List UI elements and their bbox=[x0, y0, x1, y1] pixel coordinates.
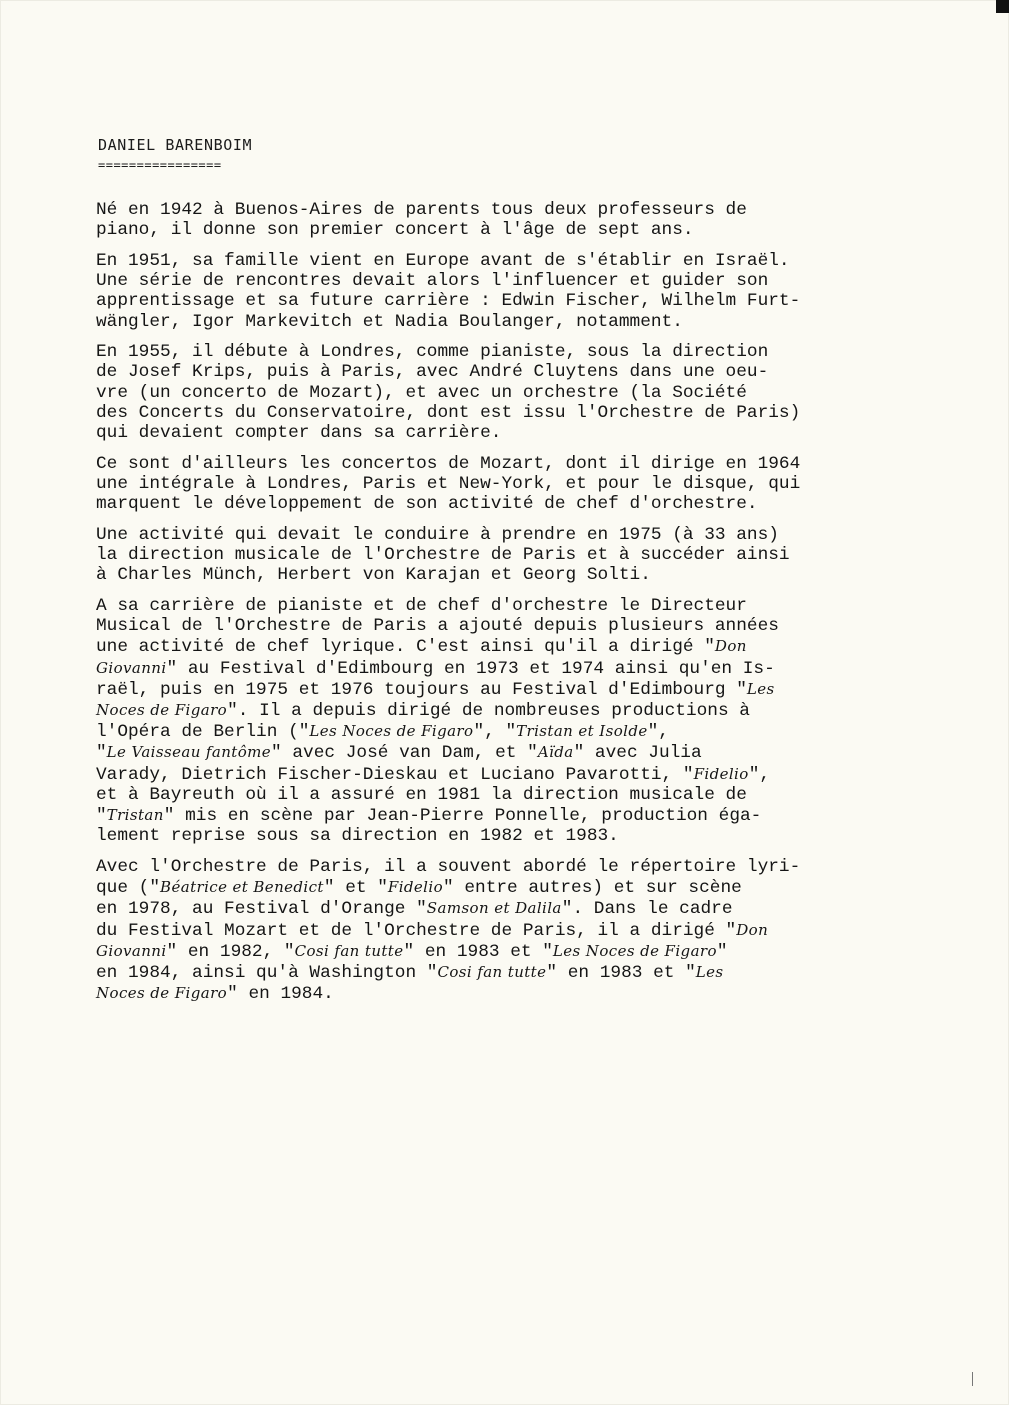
text-line bbox=[96, 764, 936, 785]
text-run: à Charles Münch, Herbert von Karajan et Georg Solti. bbox=[96, 565, 651, 586]
text-run: ". Dans le cadre bbox=[561, 899, 733, 920]
paragraph bbox=[96, 342, 936, 443]
text-line bbox=[96, 525, 936, 545]
text-line bbox=[96, 423, 936, 443]
italic-title: Noces de Figaro bbox=[96, 700, 228, 719]
text-line bbox=[96, 636, 936, 657]
italic-title: Fidelio bbox=[693, 764, 749, 783]
text-run: une activité de chef lyrique. C'est ainsi qu'il a dirigé " bbox=[96, 637, 715, 658]
edge-mark bbox=[972, 1372, 973, 1386]
scan-corner-mark bbox=[996, 0, 1009, 13]
text-run: et à Bayreuth où il a assuré en 1981 la direction musicale de bbox=[96, 784, 747, 805]
paragraph bbox=[96, 454, 936, 515]
text-line bbox=[96, 454, 936, 474]
italic-title: Don bbox=[736, 920, 769, 939]
text-run: qui devaient compter dans sa carrière. bbox=[96, 423, 502, 444]
italic-title: Béatrice et Benedict bbox=[160, 878, 324, 897]
italic-title: Giovanni bbox=[96, 658, 167, 677]
text-line bbox=[96, 494, 936, 514]
text-line bbox=[96, 920, 936, 941]
text-run: Né en 1942 à Buenos-Aires de parents tous deux professeurs de bbox=[96, 200, 747, 220]
text-run: ", bbox=[647, 722, 669, 743]
text-line bbox=[96, 941, 936, 962]
italic-title: Fidelio bbox=[387, 878, 444, 897]
text-line bbox=[96, 679, 936, 700]
text-line bbox=[96, 877, 936, 898]
text-run: " bbox=[96, 743, 107, 764]
document-body bbox=[96, 200, 936, 1015]
text-run: " bbox=[716, 941, 728, 962]
text-run: une intégrale à Londres, Paris et New-York, et pour le disque, qui bbox=[96, 473, 801, 494]
text-line bbox=[96, 962, 936, 983]
paragraph bbox=[96, 200, 936, 240]
italic-title: Cosi fan tutte bbox=[437, 962, 547, 981]
text-run: Varady, Dietrich Fischer-Dieskau et Luciano Pavarotti, " bbox=[96, 764, 694, 785]
text-run: En 1951, sa famille vient en Europe avant de s'établir en Israël. bbox=[96, 250, 790, 271]
italic-title: Les Noces de Figaro bbox=[309, 722, 474, 741]
text-run: " en 1982, " bbox=[166, 941, 295, 962]
text-line bbox=[96, 857, 936, 877]
text-line bbox=[96, 200, 936, 220]
text-line bbox=[96, 700, 936, 721]
text-run: " avec José van Dam, et " bbox=[271, 743, 538, 764]
paragraph bbox=[96, 596, 936, 846]
text-run: en 1978, au Festival d'Orange " bbox=[96, 899, 427, 920]
text-run: piano, il donne son premier concert à l'âge de sept ans. bbox=[96, 220, 694, 241]
text-line bbox=[96, 805, 936, 826]
text-line bbox=[96, 785, 936, 805]
text-line bbox=[96, 596, 936, 616]
text-line bbox=[96, 898, 936, 919]
document-title: DANIEL BARENBOIM bbox=[98, 136, 253, 154]
text-run: ", bbox=[748, 764, 771, 785]
paragraph bbox=[96, 857, 936, 1004]
text-run: du Festival Mozart et de l'Orchestre de Paris, il a dirigé " bbox=[96, 920, 737, 941]
italic-title: Les bbox=[746, 679, 775, 698]
text-run: Avec l'Orchestre de Paris, il a souvent abordé le répertoire lyri- bbox=[96, 856, 801, 877]
text-run: " bbox=[96, 805, 107, 826]
text-line bbox=[96, 616, 936, 636]
italic-title: Don bbox=[714, 637, 747, 656]
text-run: des Concerts du Conservatoire, dont est issu l'Orchestre de Paris) bbox=[96, 402, 801, 423]
text-line bbox=[96, 658, 936, 679]
text-line bbox=[96, 220, 936, 240]
text-run: Ce sont d'ailleurs les concertos de Mozart, dont il dirige en 1964 bbox=[96, 453, 801, 474]
text-run: en 1984, ainsi qu'à Washington " bbox=[96, 962, 438, 983]
text-line bbox=[96, 983, 936, 1004]
italic-title: Giovanni bbox=[96, 941, 167, 960]
text-line bbox=[96, 312, 936, 332]
text-run: ", " bbox=[473, 722, 517, 743]
text-run: l'Opéra de Berlin (" bbox=[96, 722, 310, 743]
text-run: que (" bbox=[96, 878, 161, 899]
italic-title: Tristan bbox=[106, 805, 164, 824]
text-run: " mis en scène par Jean-Pierre Ponnelle, production éga- bbox=[163, 805, 762, 826]
text-line bbox=[96, 721, 936, 742]
italic-title: Les bbox=[695, 962, 724, 981]
text-run: ". Il a depuis dirigé de nombreuses productions à bbox=[227, 700, 750, 721]
text-line bbox=[96, 291, 936, 311]
text-run: Une série de rencontres devait alors l'influencer et guider son bbox=[96, 271, 769, 292]
title-underline: ================ bbox=[98, 158, 222, 172]
text-line bbox=[96, 403, 936, 423]
text-line bbox=[96, 545, 936, 565]
paragraph bbox=[96, 251, 936, 332]
text-line bbox=[96, 342, 936, 362]
text-run: En 1955, il débute à Londres, comme pianiste, sous la direction bbox=[96, 342, 769, 363]
italic-title: Les Noces de Figaro bbox=[552, 941, 717, 960]
text-run: la direction musicale de l'Orchestre de Paris et à succéder ainsi bbox=[96, 545, 790, 566]
text-line bbox=[96, 565, 936, 585]
text-run: A sa carrière de pianiste et de chef d'orchestre le Directeur bbox=[96, 595, 747, 616]
italic-title: Le Vaisseau fantôme bbox=[106, 743, 272, 762]
text-run: " au Festival d'Edimbourg en 1973 et 1974 ainsi qu'en Is- bbox=[166, 658, 775, 679]
text-line bbox=[96, 742, 936, 763]
text-run: " en 1984. bbox=[227, 984, 334, 1005]
text-line bbox=[96, 251, 936, 271]
text-run: apprentissage et sa future carrière : Edwin Fischer, Wilhelm Furt- bbox=[96, 291, 801, 312]
italic-title: Noces de Figaro bbox=[96, 984, 228, 1003]
text-run: Une activité qui devait le conduire à prendre en 1975 (à 33 ans) bbox=[96, 524, 779, 545]
text-run: Musical de l'Orchestre de Paris a ajouté depuis plusieurs années bbox=[96, 616, 779, 637]
text-run: " en 1983 et " bbox=[403, 941, 553, 962]
text-run: " entre autres) et sur scène bbox=[443, 878, 742, 899]
text-line bbox=[96, 271, 936, 291]
text-run: marquent le développement de son activité de chef d'orchestre. bbox=[96, 494, 758, 515]
text-run: wängler, Igor Markevitch et Nadia Boulanger, notamment. bbox=[96, 311, 683, 332]
text-line bbox=[96, 362, 936, 382]
italic-title: Aïda bbox=[537, 743, 574, 762]
text-run: " en 1983 et " bbox=[546, 962, 696, 983]
text-line bbox=[96, 383, 936, 403]
text-run: " avec Julia bbox=[573, 743, 702, 764]
italic-title: Cosi fan tutte bbox=[294, 941, 404, 960]
text-run: lement reprise sous sa direction en 1982 et 1983. bbox=[96, 826, 619, 847]
text-run: " et " bbox=[323, 878, 388, 899]
italic-title: Tristan et Isolde bbox=[516, 722, 648, 741]
text-line bbox=[96, 474, 936, 494]
text-run: vre (un concerto de Mozart), et avec un orchestre (la Société bbox=[96, 382, 747, 403]
text-run: raël, puis en 1975 et 1976 toujours au Festival d'Edimbourg " bbox=[96, 679, 747, 700]
text-line bbox=[96, 826, 936, 846]
italic-title: Samson et Dalila bbox=[426, 899, 562, 918]
text-run: de Josef Krips, puis à Paris, avec André Cluytens dans une oeu- bbox=[96, 362, 769, 383]
paragraph bbox=[96, 525, 936, 586]
